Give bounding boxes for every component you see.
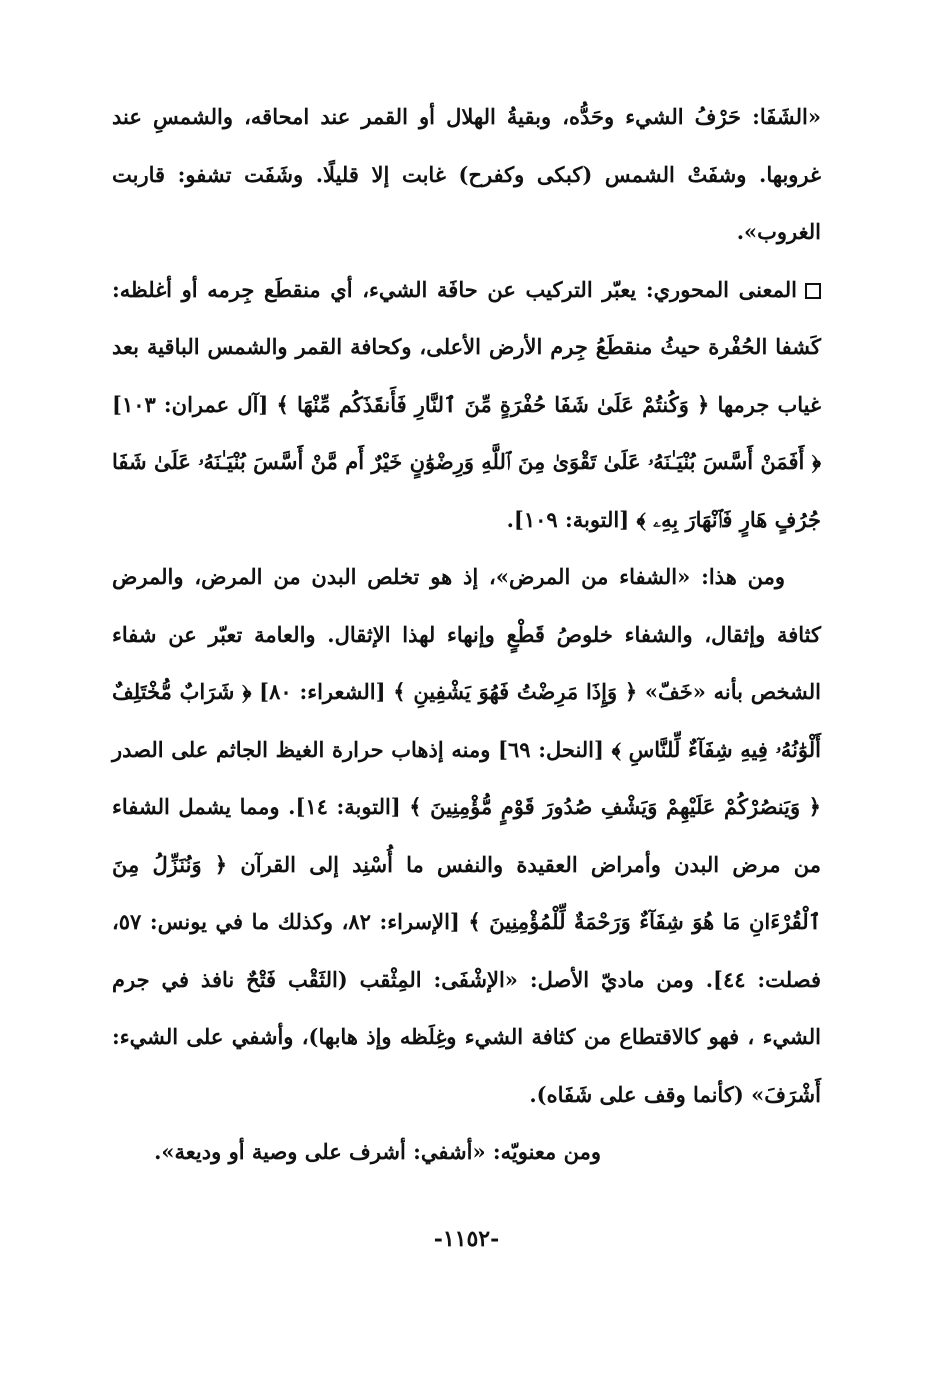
page-number: -١١٥٢-: [433, 1226, 500, 1252]
healing-paragraph: ومن هذا: «الشفاء من المرض»، إذ هو تخلص البدن من المرض، والمرض كثافة وإثقال، والشفاء خلوصُ قَطْعٍ وإنهاء لهذا الإثقال. والعامة تعبّر عن شفاء الشخص بأنه «خَفّ» ﴿ وَإِذَا مَرِضْتُ فَهُوَ يَشْفِينِ ﴾ [الشعراء: ٨٠] ﴿ شَرَابٌ مُّخْتَلِفٌ أَلْوَٰنُهُۥ فِيهِ شِفَآءٌ لِّلنَّاسِ ﴾ [النحل: ٦٩] ومنه إذهاب حرارة الغيظ الجاثم على الصدر ﴿ وَيَنصُرْكُمْ عَلَيْهِمْ وَيَشْفِ صُدُورَ قَوْمٍ مُّؤْمِنِينَ ﴾ [التوبة: ١٤]. ومما يشمل الشفاء من مرض البدن وأمراض العقيدة والنفس ما أُسْنِد إلى القرآن ﴿ وَنُنَزِّلُ مِنَ ٱلْقُرْءَانِ مَا هُوَ شِفَآءٌ وَرَحْمَةٌ لِّلْمُؤْمِنِينَ ﴾ [الإسراء: ٨٢، وكذلك ما في يونس: ٥٧، فصلت: ٤٤]. ومن ماديّ الأصل: «الإشْفَى: المِثْقب (الثَقْب فَتْحٌ نافذ في جرم الشيء ، فهو كالاقتطاع من كثافة الشيء وغِلَظه وإذ هابها)، وأشفي على الشيء: أَشْرَفَ» (كأنما وقف على شَفَاه).: [112, 564, 822, 1107]
page-text: [112, 88, 821, 1181]
abstract-meaning-paragraph: ومن معنويّه: «أشفي: أشرف على وصية أو وديعة».: [154, 1139, 601, 1164]
core-meaning-paragraph: [112, 261, 821, 549]
dictionary-quote-paragraph: «الشَفَا: حَرْفُ الشيء وحَدُّه، وبقيةُ الهلال أو القمر عند امحاقه، والشمسِ عند غروبها. وشفَتْ الشمس (كبكى وكفرح) غابت إلا قليلًا. وشَفَت تشفو: قاربت الغروب».: [112, 104, 821, 244]
checkbox-square-icon: [805, 283, 821, 299]
core-meaning-text: المعنى المحوري: يعبّر التركيب عن حافَة الشيء، أي منقطَع جِرمه أو أغلظه: كَشفا الحُفْرة حيثُ منقطَعُ جِرم الأرض الأعلى، وكحافة القمر والشمس الباقية بعد غياب جرمها ﴿ وَكُنتُمْ عَلَىٰ شَفَا حُفْرَةٍ مِّنَ ٱلنَّارِ فَأَنقَذَكُم مِّنْهَا ﴾ [آل عمران: ١٠٣] ﴿ أَفَمَنْ أَسَّسَ بُنْيَـٰنَهُۥ عَلَىٰ تَقْوَىٰ مِنَ ٱللَّهِ وَرِضْوَٰنٍ خَيْرٌ أَم مَّنْ أَسَّسَ بُنْيَـٰنَهُۥ عَلَىٰ شَفَا جُرُفٍ هَارٍ فَٱنْهَارَ بِهِۦ ﴾ [التوبة: ١٠٩].: [112, 276, 821, 532]
